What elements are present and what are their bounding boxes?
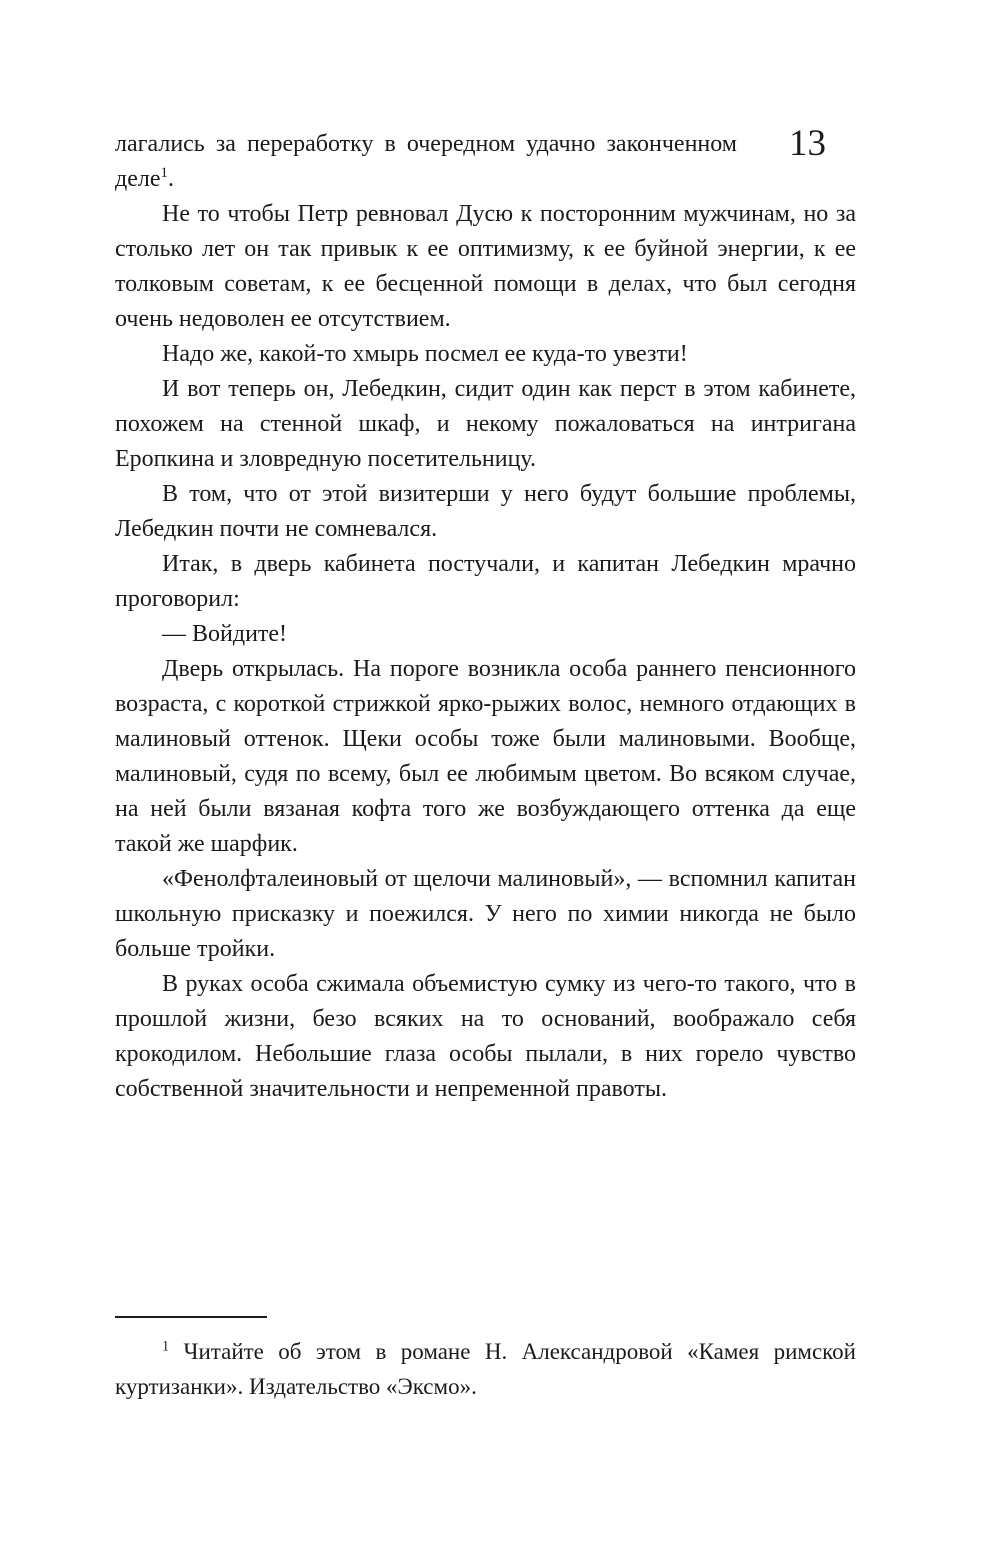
paragraph: Надо же, какой-то хмырь посмел ее куда-то увезти! <box>162 341 688 367</box>
footnote-reference: 1 <box>160 165 168 181</box>
paragraph: Дверь открылась. На пороге возникла особа раннего пенсионного возраста, с короткой стрижкой ярко-рыжих волос, немного отдающих в малиновый оттенок. Щеки особы тоже были малиновыми. Вообще, малиновый, судя по всему, был ее любимым цветом. Во всяком случае, на ней были вязаная кофта того же возбуждающего оттенка да еще такой же шарфик. <box>115 656 856 857</box>
footnote-number: 1 <box>162 1338 170 1355</box>
text-block <box>115 127 856 1107</box>
paragraph-continuation <box>115 127 737 197</box>
continuation-end: . <box>167 166 174 192</box>
page-number: 13 <box>789 123 826 164</box>
footnote-section <box>115 1316 856 1404</box>
paragraph: И вот теперь он, Лебедкин, сидит один как перст в этом кабинете, похожем на стенной шкаф, и некому пожаловаться на интригана Еропкина и зловредную посетительницу. <box>115 376 856 472</box>
paragraph-dialogue: — Войдите! <box>162 621 288 647</box>
footnote-separator <box>115 1316 267 1318</box>
paragraph: «Фенолфталеиновый от щелочи малиновый», — вспомнил капитан школьную присказку и поежился. У него по химии никогда не было больше тройки. <box>115 866 856 962</box>
paragraph: В руках особа сжимала объемистую сумку из чего-то такого, что в прошлой жизни, безо всяких на то оснований, воображало себя крокодилом. Небольшие глаза особы пылали, в них горело чувство собственной значительности и непременной правоты. <box>115 971 856 1102</box>
footnote-body: Читайте об этом в романе Н. Александровой «Камея римской куртизанки». Издательство «Эксмо». <box>115 1339 856 1399</box>
continuation-text: лагались за переработку в очередном удачно законченном деле <box>115 131 737 192</box>
footnote-text <box>115 1334 856 1404</box>
paragraph: В том, что от этой визитерши у него будут большие проблемы, Лебедкин почти не сомневался. <box>115 481 856 542</box>
paragraph: Не то чтобы Петр ревновал Дусю к посторонним мужчинам, но за столько лет он так привык к ее оптимизму, к ее буйной энергии, к ее толковым советам, к ее бесценной помощи в делах, что был сегодня очень недоволен ее отсутствием. <box>115 201 856 332</box>
paragraph: Итак, в дверь кабинета постучали, и капитан Лебедкин мрачно проговорил: <box>115 551 856 612</box>
